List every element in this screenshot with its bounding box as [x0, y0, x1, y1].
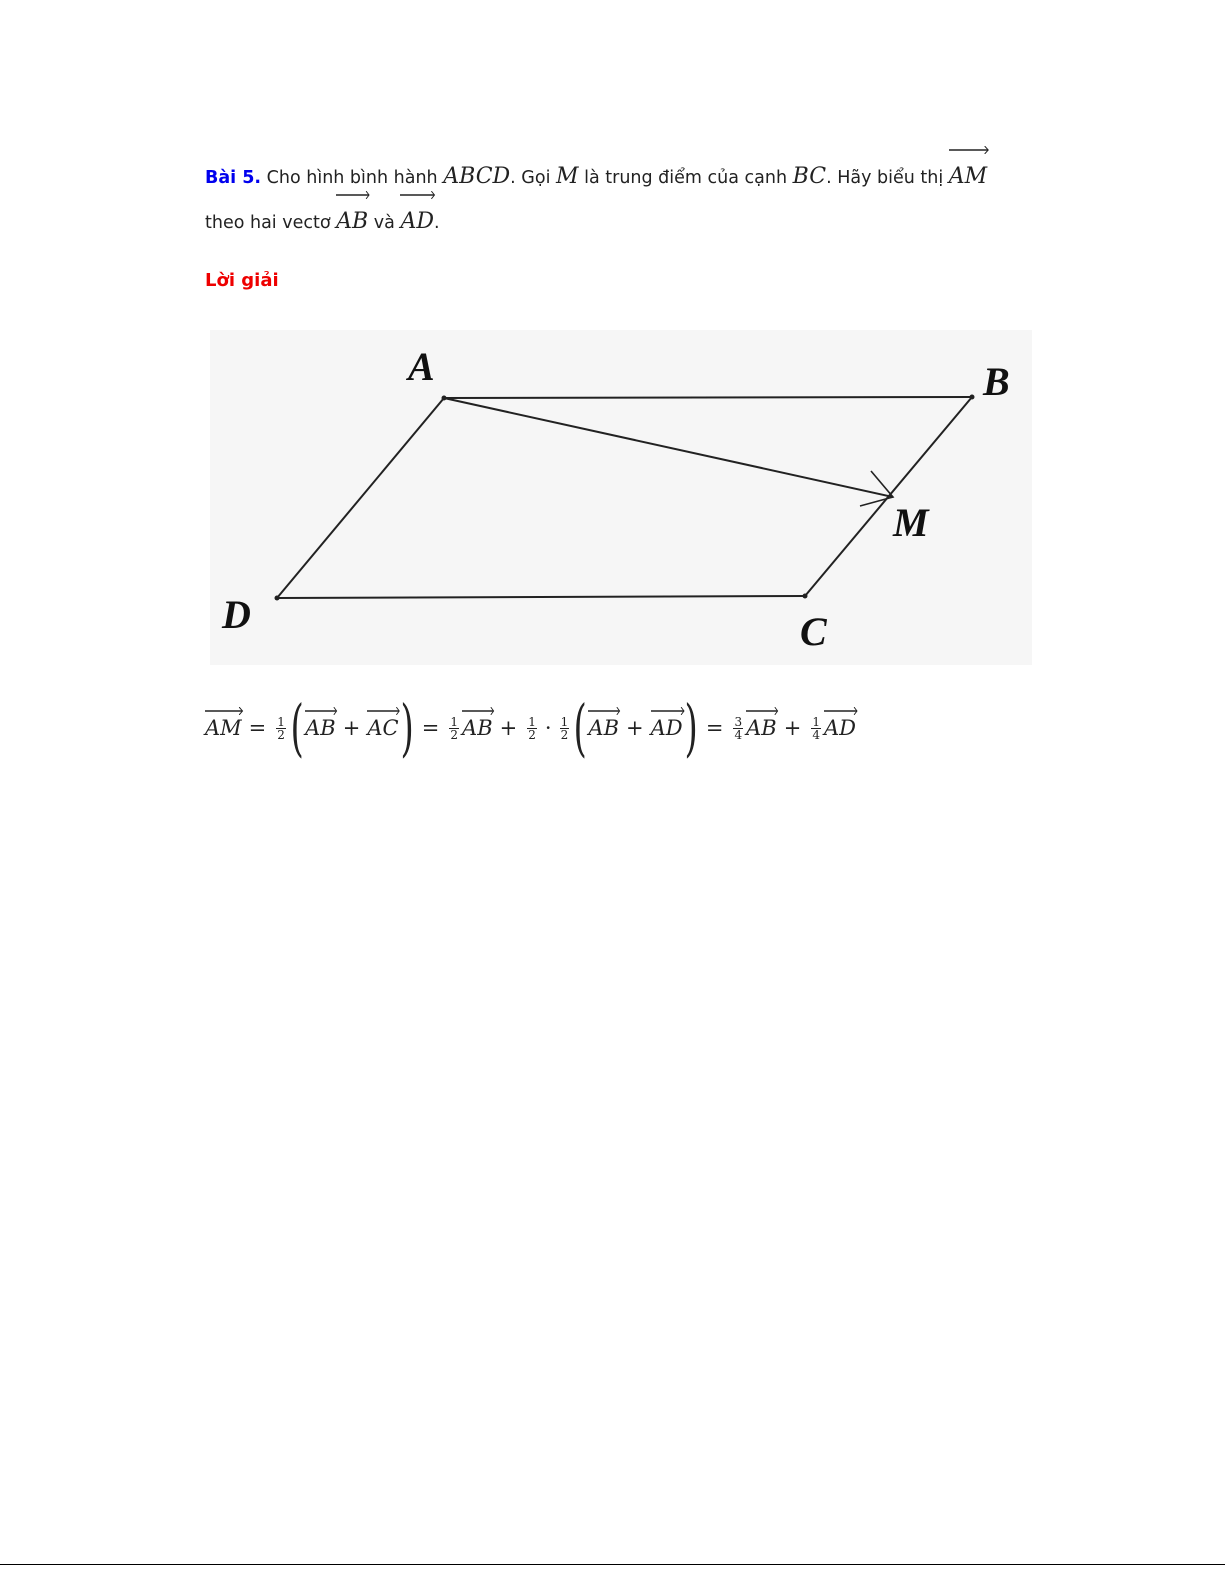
problem-label: Bài 5. — [205, 168, 262, 188]
segment-cd — [277, 596, 805, 598]
right-paren: ) — [400, 691, 414, 764]
segment-da — [277, 398, 444, 598]
segment-ab — [444, 397, 972, 398]
point-d-dot — [275, 596, 280, 601]
vector-ab-label: AB — [336, 209, 369, 234]
problem-text-6: và — [373, 213, 395, 233]
problem-text-1: Cho hình bình hành — [266, 168, 438, 188]
vector-arrow-icon — [462, 707, 495, 715]
left-paren: ( — [290, 691, 304, 764]
formula-plus: + — [342, 716, 361, 740]
formula-eq: = — [248, 716, 267, 740]
fraction-half: $\frac{1}{2}$ — [277, 714, 285, 742]
problem-text-4: . Hãy biểu thị — [826, 168, 944, 188]
vector-arrow-icon — [746, 707, 779, 715]
vector-am — [949, 155, 987, 199]
formula-vector-ab: AB — [588, 716, 619, 740]
formula-vector-ab: AB — [746, 716, 777, 740]
vector-arrow-icon — [949, 146, 989, 154]
formula-vector-am — [205, 716, 242, 740]
vector-arrow-icon — [305, 707, 338, 715]
vector-ad — [400, 200, 434, 244]
problem-text-3: là trung điểm của cạnh — [584, 168, 788, 188]
parallelogram-diagram — [210, 330, 1032, 665]
fraction-three-quarters: $\frac{3}{4}$ — [734, 714, 743, 742]
problem-text-2: . Gọi — [510, 168, 551, 188]
point-d-label: D — [222, 592, 251, 637]
vector-arrow-icon — [336, 191, 370, 199]
fraction-half: $\frac{1}{2}$ — [560, 714, 569, 742]
vector-arrow-icon — [824, 707, 858, 715]
fraction-half: $\frac{1}{2}$ — [450, 714, 459, 742]
point-b-dot — [970, 395, 975, 400]
formula-plus: + — [626, 716, 644, 740]
solution-formula — [205, 692, 856, 764]
vector-arrow-icon — [205, 707, 244, 715]
point-a-label: A — [408, 344, 435, 389]
point-c-label: C — [800, 609, 827, 654]
formula-eq: = — [421, 716, 440, 740]
fraction-quarter: $\frac{1}{4}$ — [812, 714, 820, 742]
problem-text-7: . — [433, 213, 440, 233]
solution-heading: Lời giải — [205, 270, 279, 291]
formula-vector-ab: AB — [305, 716, 336, 740]
formula-eq: = — [705, 716, 724, 740]
vector-arrow-icon — [400, 191, 436, 199]
left-paren: ( — [573, 691, 587, 764]
fraction-half: $\frac{1}{2}$ — [528, 714, 536, 742]
vector-arrow-icon — [588, 707, 621, 715]
problem-text-5: theo hai vectơ — [205, 213, 331, 233]
formula-vector-ac: AC — [367, 716, 398, 740]
math-m: M — [556, 164, 579, 189]
page-bottom-rule — [0, 1564, 1225, 1565]
vector-am-arrowhead — [860, 471, 893, 506]
point-c-dot — [803, 594, 808, 599]
formula-dot: · — [544, 716, 552, 740]
vector-am-line — [444, 398, 893, 497]
math-abcd: ABCD — [443, 164, 511, 189]
point-m-label: M — [893, 500, 929, 545]
formula-vector-ad: AD — [651, 716, 683, 740]
vector-am-label: AM — [948, 164, 988, 189]
formula-plus: + — [783, 716, 802, 740]
vector-arrow-icon — [367, 707, 400, 715]
formula-plus: + — [499, 716, 518, 740]
formula-am-label: AM — [205, 716, 242, 740]
problem-statement — [205, 155, 1025, 245]
point-a-dot — [442, 396, 447, 401]
vector-ab — [336, 200, 368, 244]
right-paren: ) — [684, 691, 698, 764]
formula-vector-ad: AD — [824, 716, 856, 740]
point-b-label: B — [983, 359, 1010, 404]
math-bc: BC — [792, 164, 827, 189]
parallelogram-figure — [210, 330, 1032, 665]
vector-ad-label: AD — [400, 209, 434, 234]
formula-vector-ab: AB — [462, 716, 493, 740]
vector-arrow-icon — [651, 707, 685, 715]
